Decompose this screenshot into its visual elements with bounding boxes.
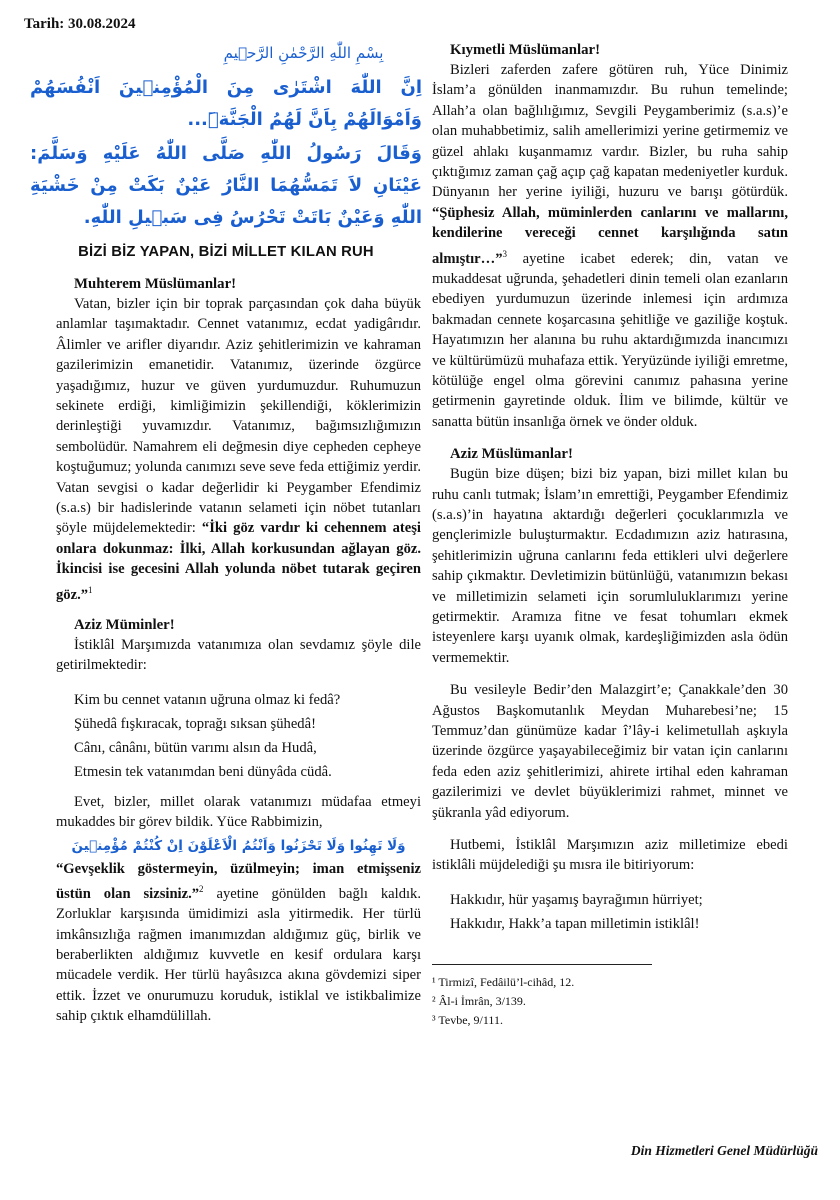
address-heading: Muhterem Müslümanlar! — [74, 276, 237, 292]
address-heading: Kıymetli Müslümanlar! — [450, 42, 601, 58]
left-column — [30, 44, 422, 1027]
footnote-ref: 3 — [502, 248, 508, 259]
anthem-closing-lines — [450, 888, 788, 936]
paragraph: Hutbemi, İstiklâl Marşımızın aziz milletimize ebedi istiklâli müjdelediği şu mısra ile bitiriyorum: — [432, 837, 788, 874]
document-date: Tarih: 30.08.2024 — [24, 16, 136, 32]
arabic-hadith: وَقَالَ رَسُولُ اللّٰهِ صَلَّى اللّٰهُ عَلَيْهِ وَسَلَّمَ: عَيْنَانِ لاَ تَمَسُّهُمَا النَّارُ عَيْنٌ بَكَتْ مِنْ خَشْيَةِ اللّٰهِ وَعَيْنٌ بَاتَتْ تَحْرُسُ فِى سَب۪يلِ اللّٰهِ. — [30, 143, 422, 228]
poem-line: Hakkıdır, Hakk’a tapan milletimin istiklâl! — [450, 915, 700, 932]
paragraph: Vatan, bizler için bir toprak parçasından çok daha büyük anlamlar taşımaktadır. Cennet vatanımız, ecdat yadigârıdır. Âlimler ve arifler diyarıdır. Aziz şehitlerimizin ve kahraman gazilerimizin emanetidir. Vatanımız, üzerinde özgürce yaşadığımız, huzur ve güven yurdumuzdur. Ruhumuzun sekinete erdiği, kimliğimizin şekillendiği, köklerimizin derinleştiği yuvamızdır. Vatanımız, bağımsızlığımızın sembolüdür. Namahrem eli değmesin diye cepheden cepheye koştuğumuz; yolunda canımızı seve seve feda ettiğimiz yerdir. Vatan sevgisi o kadar değerlidir ki Peygamber Efendimiz (s.a.s) bir hadislerinde vatanın selameti için nöbet tutanları şöyle müjdelemektedir: “İki göz vardır ki cehennem ateşi onlara dokunmaz: İlki, Allah korkusundan ağlayan göz. İkincisi ise gecesini Allah yolunda nöbet tutarak geçiren göz.”$^1$ — [56, 296, 421, 603]
paragraph: İstiklâl Marşımızda vatanımıza olan sevdamız şöyle dile getirilmektedir: — [56, 636, 421, 674]
address-heading: Aziz Müslümanlar! — [450, 446, 573, 463]
basmala-calligraphy: بِسْمِ اللّٰهِ الرَّحْمٰنِ الرَّح۪يمِ — [223, 44, 384, 62]
verse-quote: “Gevşeklik göstermeyin, üzülmeyin; iman etmişseniz üstün olan sizsiniz.” — [56, 860, 421, 902]
poem-line: Etmesin tek vatanımdan beni dünyâda cüdâ. — [74, 763, 332, 780]
paragraph: “Gevşeklik göstermeyin, üzülmeyin; iman etmişseniz üstün olan sizsiniz.”$^2$ ayetine gönülden bağlı kaldık. Zorluklar karşısında ümidimizi asla yitirmedik. Her türlü imkânsızlığa rağmen imanımızdan aldığımız güç, birlik ve beraberlikten aldığımız kuvvetle en kesif ordulara karşı mücadele verdik. Her türlü hayâsızca akına gövdemizi siper ettik. İzzet ve onurumuzu koruduk, istiklal ve istikbalimize sahip çıktık elhamdülillah. — [56, 860, 421, 1025]
footnote: ² Âl-i İmrân, 3/139. — [432, 993, 526, 1008]
footnote-divider — [432, 964, 652, 965]
poem-line: Hakkıdır, hür yaşamış bayrağımın hürriyet; — [450, 891, 703, 908]
paragraph: Evet, bizler, millet olarak vatanımızı müdafaa etmeyi mukaddes bir görev bildik. Yüce Rabbimizin, — [56, 793, 421, 831]
address-heading: Aziz Müminler! — [74, 616, 175, 633]
poem-line: Şühedâ fışkıracak, toprağı sıksan şühedâ! — [74, 715, 316, 732]
paragraph: Bu vesileyle Bedir’den Malazgirt’e; Çanakkale’den 30 Ağustos Başkomutanlık Meydan Muharebesi’ne; 15 Temmuz’dan günümüze kadar î’lây-i kelimetullah aşkıyla üzerinde özgürce yaşayabileceğimiz bir vatan için canlarını feda eden aziz şehitlerimizi, ahirete irtihal eden kahraman gazilerimizi ve devlet büyüklerimizi rahmet, minnet ve şükranla yâd ediyorum. — [432, 682, 788, 821]
verse-quote: “Şüphesiz Allah, müminlerden canlarını ve mallarını, kendilerine vereceği cennet karşılığında satın almıştır…” — [432, 204, 788, 267]
footnote: ¹ Tirmizî, Fedâilü’l-cihâd, 12. — [432, 974, 575, 989]
paragraph: Bugün bize düşen; bizi biz yapan, bizi millet kılan bu ruhu canlı tutmak; İslam’ın emrettiği, Peygamber Efendimiz (s.a.s)’in hayatına aktardığı değerleri çocuklarımızla ve gençlerimizle buluşturmaktır. Ecdadımızın aziz hatırasına, şehitlerimizin uğruna canlarını feda ettikleri ulvi değerlere sahip çıkmaktır. Devletimizin bütünlüğü, vatanımızın bekası ve milletimizin selameti için sorumluluklarımızı yerine getirmektir. Aramıza fitne ve fesat tohumları ekmek isteyenlere karşı uyanık olmak, kardeşliğimizden asla ödün vermemektir. — [432, 466, 788, 666]
right-column — [432, 40, 788, 1030]
poem-line: Cânı, cânânı, bütün varımı alsın da Hudâ, — [74, 739, 317, 756]
sermon-title: BİZİ BİZ YAPAN, BİZİ MİLLET KILAN RUH — [78, 244, 374, 260]
arabic-verse-inline: وَلَا تَهِنُوا وَلَا تَحْزَنُوا وَاَنْتُمُ الْاَعْلَوْنَ اِنْ كُنْتُمْ مُؤْمِن۪ينَ — [71, 837, 406, 854]
arabic-verse: اِنَّ اللّٰهَ اشْتَرٰى مِنَ الْمُؤْمِن۪ينَ اَنْفُسَهُمْ وَاَمْوَالَهُمْ بِاَنَّ لَهُمُ الْجَنَّةَۜ... — [30, 77, 422, 130]
footnote-ref: 1 — [88, 584, 93, 595]
footnote-ref: 2 — [199, 883, 204, 894]
anthem-stanza — [74, 688, 421, 784]
signature: Din Hizmetleri Genel Müdürlüğü — [630, 1143, 818, 1158]
paragraph: Bizleri zaferden zafere götüren ruh, Yüce Dinimiz İslam’a gönülden inanmamızdır. Bu ruhun temelinde; Allah’a olan bağlılığımız, Sevgili Peygamberimiz (s.a.s)’e olan muhabbetimiz, salih amellerimizi yerine getirmemiz ve güzel ahlakı kuşanmamız vardır. Bizler, bu ruha sahip çıktığımız zaman çağ açıp çağ kapatan medeniyetler kurduk. Dünyanın her yerine iyiliği, huzuru ve barışı götürdük. “Şüphesiz Allah, müminlerden canlarını ve mallarını, kendilerine vereceği cennet karşılığında satın almıştır…”$^3$ ayetine icabet ederek; din, vatan ve mukaddesat uğrunda, şehadetleri dinin temeli olan ezanların ebediyen yurdumuzun üzerinde inlemesi için ardımıza bakmadan cennete koşarcasına şehitliğe ve gaziliğe koştuk. Hayatımızın her alanına bu ruhu aktardığımızda inancımızı ve kültürümüzü muhafaza ettik. Yeryüzünde iyiliği emretme, kötülüğe engel olma görevini canımız pahasına yerine getirmenin gayretinde olduk. İlim ve bilimde, kültür ve sanatta bütün insanlığa örnek ve önder olduk. — [432, 62, 788, 430]
footnote: ³ Tevbe, 9/111. — [432, 1012, 503, 1027]
poem-line: Kim bu cennet vatanın uğruna olmaz ki fedâ? — [74, 691, 341, 708]
hadith-quote: “İki göz vardır ki cehennem ateşi onlara dokunmaz: İlki, Allah korkusundan ağlayan göz. İkincisi ise gecesini Allah yolunda nöbet tutarak geçiren göz.” — [56, 520, 421, 603]
